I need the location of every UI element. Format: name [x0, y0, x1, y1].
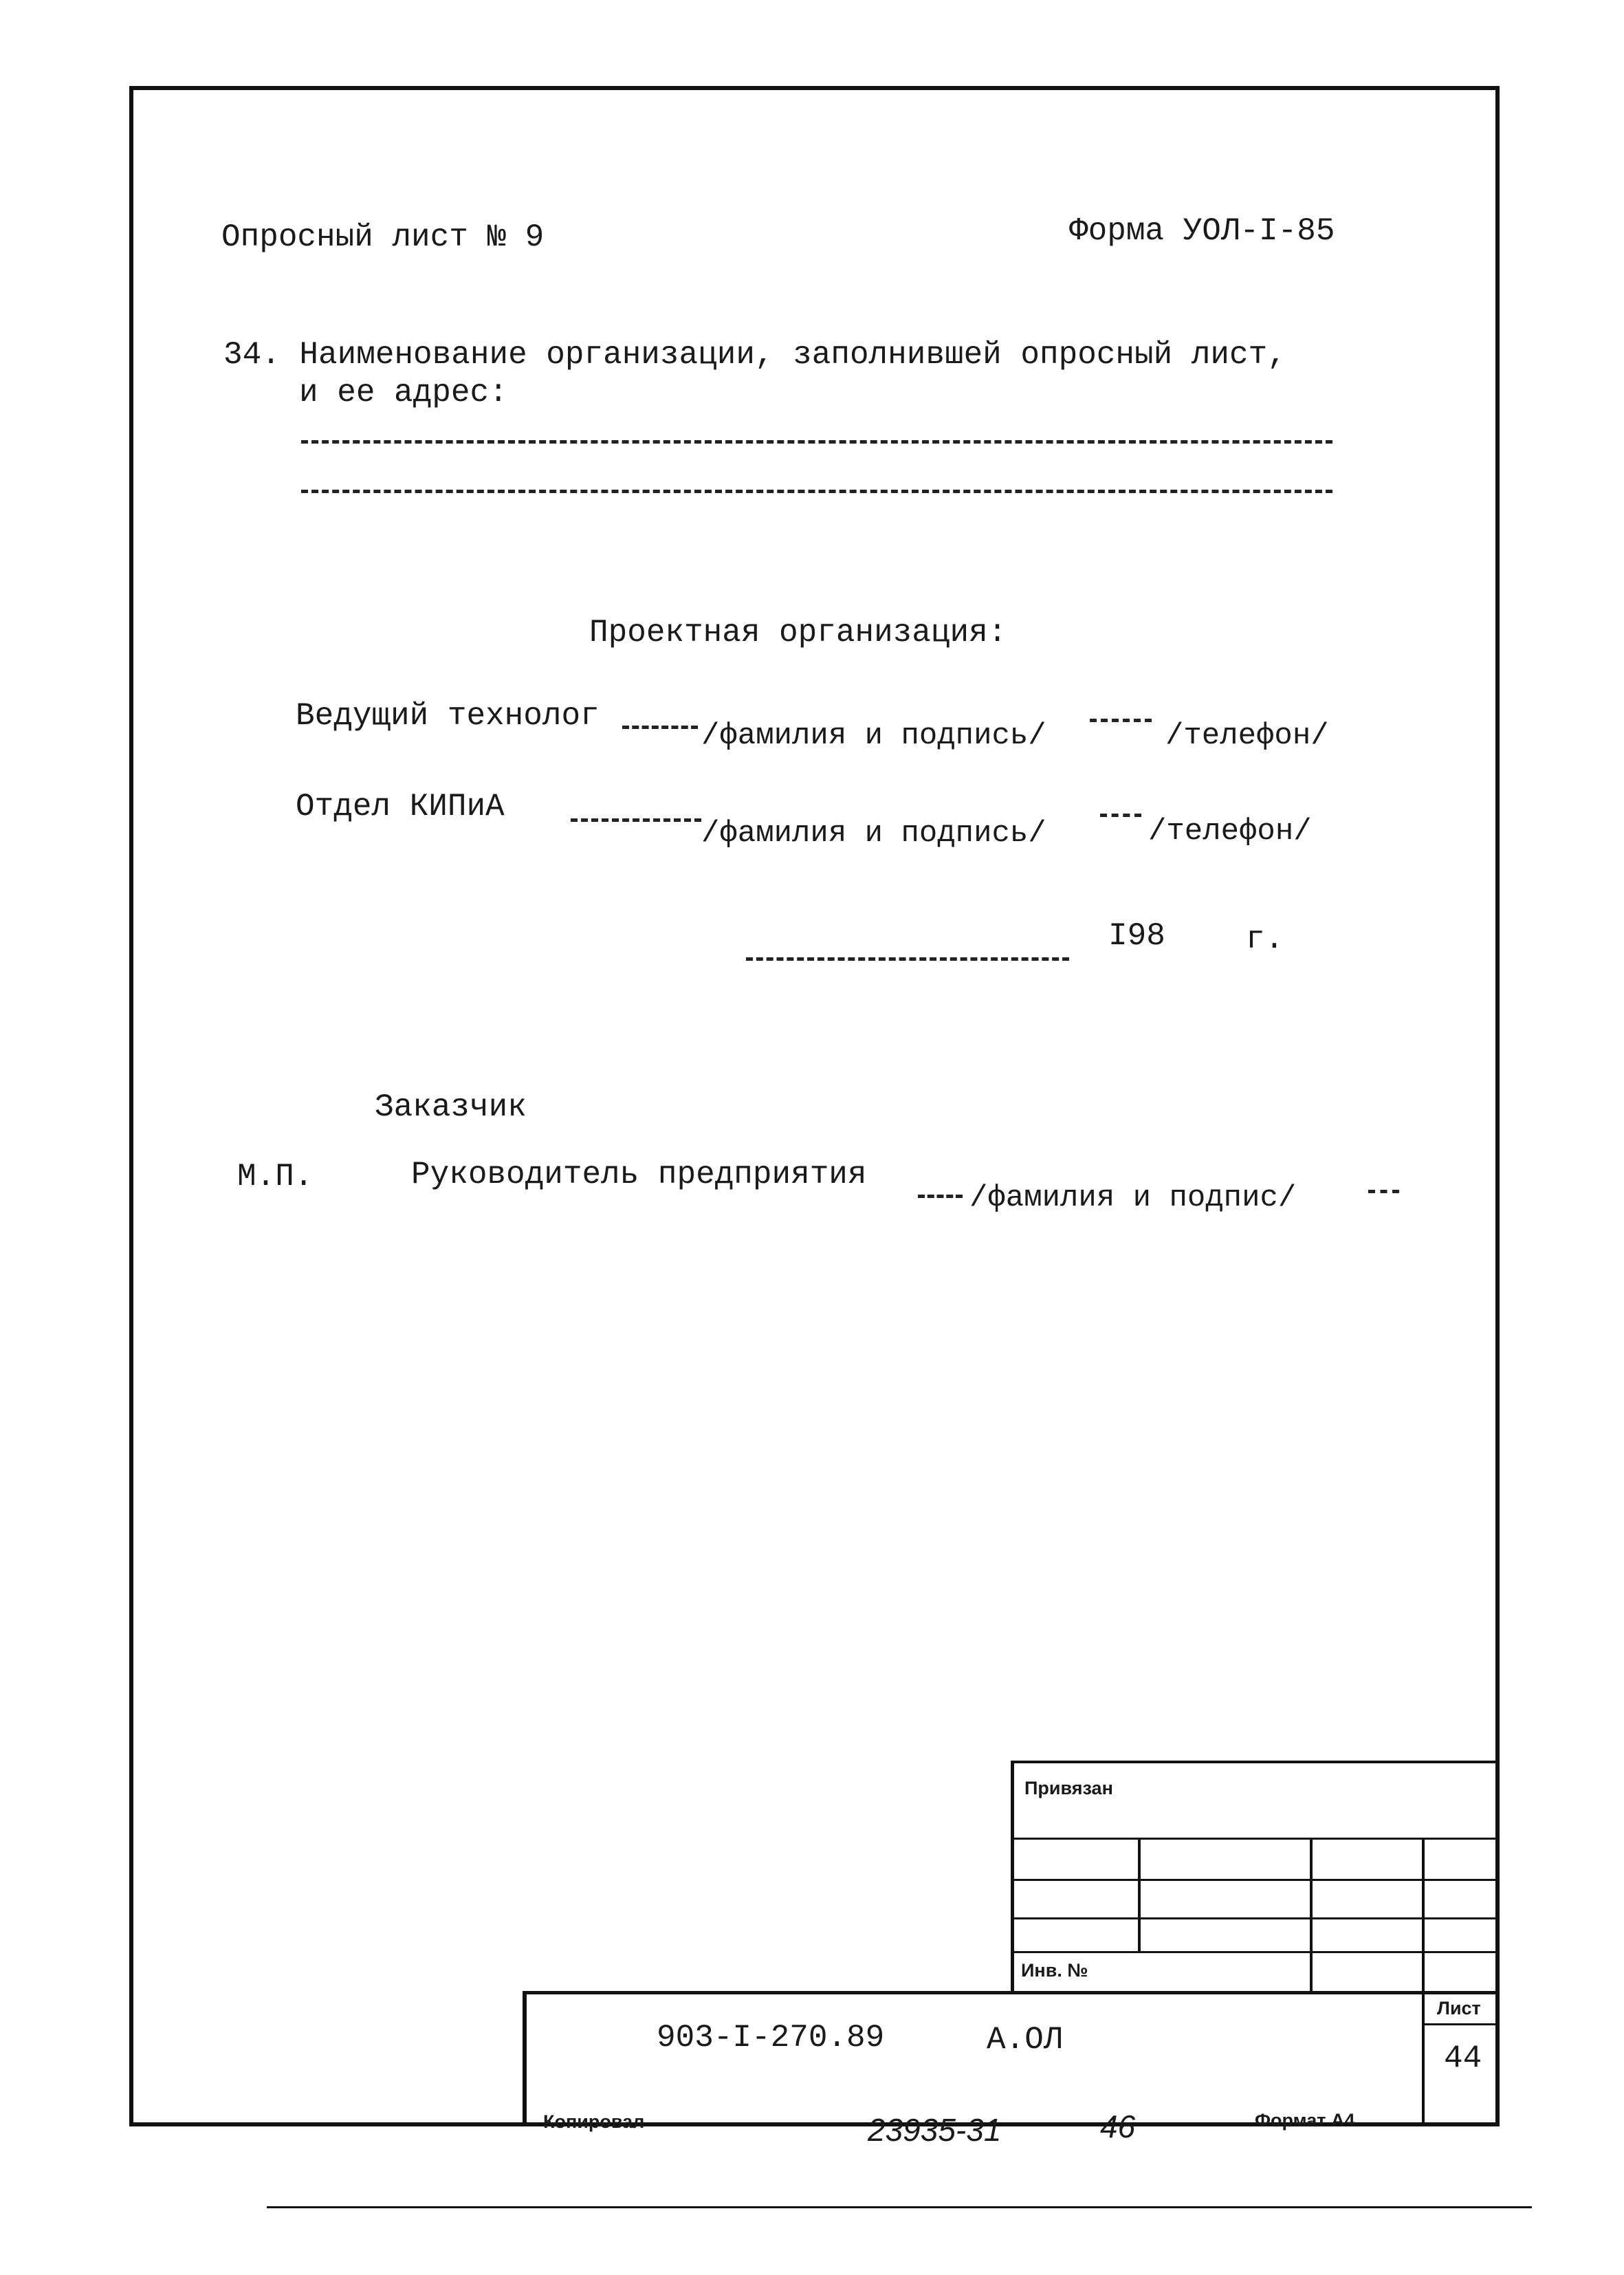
grid-h3: [1011, 1917, 1500, 1919]
lead-tech-phone: /телефон/: [1165, 719, 1329, 753]
main-stamp-left: [523, 1991, 527, 2126]
dept-phone: /телефон/: [1148, 814, 1312, 849]
document-code: 903-I-270.89: [657, 2020, 885, 2056]
dept-dash-2: [1100, 814, 1141, 817]
sheet-label: Лист: [1437, 1998, 1481, 2018]
grid-v1: [1138, 1838, 1141, 1951]
year-suffix: г.: [1246, 922, 1284, 957]
grid-v3: [1422, 1838, 1425, 2126]
dept-fio: /фамилия и подпись/: [701, 816, 1046, 851]
grid-v2: [1310, 1838, 1313, 1992]
head-fio: /фамилия и подпис/: [969, 1181, 1297, 1215]
lead-tech-dash-2: [1090, 719, 1152, 722]
date-blank: [746, 957, 1069, 961]
item-34-line1: 34. Наименование организации, заполнившей опросный лист,: [223, 337, 1286, 373]
dept-dash-1: [571, 818, 701, 822]
sheet-cell-divider: [1422, 2023, 1500, 2025]
blank-line-2: [301, 490, 1332, 493]
head-dash-1: [918, 1195, 963, 1198]
head-dash-2: [1368, 1190, 1399, 1193]
sheet-number: 44: [1444, 2040, 1482, 2076]
bound-label: Привязан: [1024, 1778, 1113, 1798]
copied-by-label: Копировал: [543, 2111, 645, 2132]
grid-h2: [1011, 1879, 1500, 1881]
blank-line-1: [301, 440, 1332, 444]
year-value: I98: [1108, 918, 1165, 954]
handwritten-page: 46: [1100, 2109, 1136, 2144]
grid-h1: [1011, 1838, 1500, 1840]
item-34-line2: и ее адрес:: [299, 375, 508, 411]
customer-title: Заказчик: [375, 1089, 527, 1125]
handwritten-number: 23935-31: [868, 2112, 1002, 2148]
lead-tech-fio: /фамилия и подпись/: [701, 719, 1046, 753]
project-org-title: Проектная организация:: [589, 615, 1007, 651]
inventory-no-label: Инв. №: [1021, 1960, 1088, 1981]
bottom-rule: [267, 2206, 1532, 2208]
lead-tech-dash-1: [622, 726, 698, 729]
stamp-place: М.П.: [237, 1159, 314, 1195]
form-code: Форма УОЛ-I-85: [1069, 213, 1335, 249]
binding-block-top-border: [1011, 1761, 1500, 1763]
dept-kipia-label: Отдел КИПиА: [296, 789, 505, 825]
lead-technologist-label: Ведущий технолог: [296, 698, 600, 734]
enterprise-head-label: Руководитель предприятия: [411, 1157, 867, 1193]
document-suffix: А.ОЛ: [987, 2022, 1063, 2058]
binding-block-left-border: [1011, 1761, 1014, 1994]
grid-h4: [1011, 1951, 1500, 1953]
main-stamp-top: [523, 1991, 1500, 1994]
format-label: Формат А4: [1255, 2110, 1355, 2131]
questionnaire-title: Опросный лист № 9: [221, 219, 545, 255]
